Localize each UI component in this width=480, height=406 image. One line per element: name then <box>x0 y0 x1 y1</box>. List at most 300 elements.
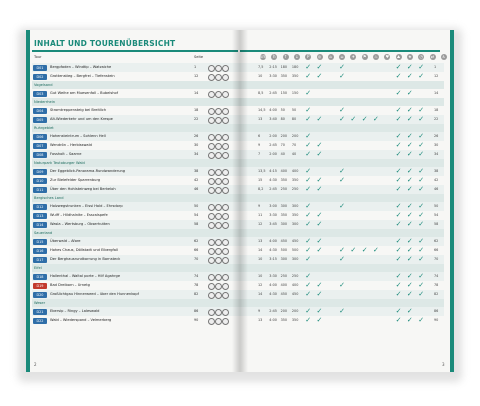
tour-number: D20 <box>33 292 47 298</box>
tour-page: 42 <box>194 178 199 182</box>
check-icon: ✓ <box>406 289 413 298</box>
check-icon: ✓ <box>339 62 345 71</box>
difficulty-icon <box>215 318 222 325</box>
difficulty-icon <box>222 117 229 124</box>
section-header: Weser <box>32 299 240 307</box>
stat-cell: 350 <box>280 178 288 182</box>
stat-cell: 13,5 <box>258 169 266 173</box>
header-icon-2: ↑ <box>283 54 288 59</box>
difficulty-icon <box>208 169 215 176</box>
stat-cell: 2:45 <box>269 187 277 191</box>
check-icon: ✓ <box>395 315 402 324</box>
check-icon: ✓ <box>316 149 323 158</box>
tour-page-right: 74 <box>434 274 439 278</box>
stat-cell: 250 <box>291 187 299 191</box>
tour-page: 34 <box>194 152 199 156</box>
stat-cell: 70 <box>280 143 285 147</box>
check-icon: ✓ <box>305 149 312 158</box>
tour-page-right: 66 <box>434 248 439 252</box>
tour-page: 22 <box>194 117 199 121</box>
tour-name: Überwald – Afore <box>50 239 81 243</box>
tour-number: D21 <box>33 309 47 315</box>
check-icon: ✓ <box>395 88 402 97</box>
tour-number: D01 <box>33 65 47 71</box>
difficulty-icon <box>215 283 222 290</box>
tour-page-right: 26 <box>434 134 439 138</box>
table-row-right <box>240 211 444 220</box>
stat-cell: 250 <box>280 274 288 278</box>
difficulty-icon <box>215 248 222 255</box>
section-header-right <box>240 159 444 167</box>
tour-page: 50 <box>194 204 199 208</box>
tour-number: D05 <box>33 117 47 123</box>
difficulty-icon <box>208 204 215 211</box>
check-icon: ✓ <box>395 71 402 80</box>
check-icon: ✓ <box>316 289 323 298</box>
tour-name: Der Berghausrundkorrung in Bornsteck <box>50 257 121 261</box>
difficulty-icon <box>208 65 215 72</box>
difficulty-icon <box>222 309 229 316</box>
stat-cell: 13 <box>258 117 263 121</box>
table-row-right <box>240 220 444 229</box>
tour-number: D02 <box>33 74 47 80</box>
check-icon: ✓ <box>316 184 323 193</box>
difficulty-icon <box>208 283 215 290</box>
check-icon: ✓ <box>316 62 323 71</box>
check-icon: ✓ <box>418 62 425 71</box>
check-icon: ✓ <box>305 236 312 245</box>
tour-page: 12 <box>194 74 199 78</box>
stat-cell: 350 <box>280 318 288 322</box>
stat-cell: 400 <box>291 169 299 173</box>
difficulty-icon <box>215 143 222 150</box>
tour-page: 90 <box>194 318 199 322</box>
tour-page-right: 30 <box>434 143 439 147</box>
table-row <box>32 272 240 281</box>
header-icon-6: ⌂ <box>329 54 333 59</box>
check-icon: ✓ <box>418 131 425 140</box>
check-icon: ✓ <box>305 184 312 193</box>
tour-number: D03 <box>33 91 47 97</box>
tour-name: Über den Hohlsteinweg bei Berkeloh <box>50 187 116 191</box>
check-icon: ✓ <box>418 105 425 114</box>
tour-page: 82 <box>194 292 199 296</box>
check-icon: ✓ <box>406 88 413 97</box>
tour-page-right: 50 <box>434 204 439 208</box>
stat-cell: 6 <box>258 134 261 138</box>
section-header-right <box>240 299 444 307</box>
check-icon: ✓ <box>395 245 402 254</box>
difficulty-icon <box>208 248 215 255</box>
stat-cell: 350 <box>291 74 299 78</box>
tour-number: D22 <box>33 318 47 324</box>
tour-number: D10 <box>33 178 47 184</box>
section-header-right <box>240 98 444 106</box>
table-row <box>32 220 240 229</box>
tour-name: Wendrön – Herbisswald <box>50 143 92 147</box>
check-icon: ✓ <box>395 289 402 298</box>
check-icon: ✓ <box>305 254 312 263</box>
header-icon-9: ⚑ <box>362 54 367 59</box>
check-icon: ✓ <box>395 114 402 123</box>
check-icon: ✓ <box>395 105 402 114</box>
book-gutter <box>232 30 248 372</box>
table-row <box>32 290 240 299</box>
stat-cell: 40 <box>280 152 285 156</box>
check-icon: ✓ <box>339 114 345 123</box>
check-icon: ✓ <box>395 201 402 210</box>
check-icon: ✓ <box>316 236 323 245</box>
check-icon: ✓ <box>395 306 402 315</box>
stat-cell: 4:30 <box>269 292 277 296</box>
right-edge-tab <box>450 30 454 372</box>
check-icon: ✓ <box>316 306 323 315</box>
difficulty-icon <box>222 283 229 290</box>
stat-cell: 300 <box>280 257 288 261</box>
table-row-right <box>240 307 444 316</box>
header-icon-10: ♨ <box>374 54 378 59</box>
table-row-right <box>240 106 444 115</box>
header-icon-7: ☕ <box>340 54 344 59</box>
check-icon: ✓ <box>406 306 413 315</box>
section-header: Niederrhein <box>32 98 240 106</box>
stat-cell: 9 <box>258 204 261 208</box>
stat-cell: 2:45 <box>269 91 277 95</box>
table-row-right <box>240 290 444 299</box>
tour-name: Zur Bielefelder Sparrenburg <box>50 178 101 182</box>
difficulty-icon <box>215 169 222 176</box>
tour-page: 58 <box>194 222 199 226</box>
check-icon: ✓ <box>305 62 312 71</box>
tour-name: Wasla – Wertsburg – Obserhutten <box>50 222 110 226</box>
check-icon: ✓ <box>406 62 413 71</box>
difficulty-icon <box>215 204 222 211</box>
tour-number: D11 <box>33 187 47 193</box>
table-row-right <box>240 237 444 246</box>
difficulty-icon <box>208 222 215 229</box>
check-icon: ✓ <box>305 114 312 123</box>
check-icon: ✓ <box>418 71 425 80</box>
table-row-right <box>240 72 444 81</box>
table-row-right <box>240 150 444 159</box>
check-icon: ✓ <box>406 201 413 210</box>
difficulty-icon <box>222 257 229 264</box>
difficulty-icon <box>215 134 222 141</box>
stat-cell: 50 <box>291 108 297 112</box>
col-header-tour: Tour <box>34 55 42 59</box>
difficulty-icon <box>215 187 222 194</box>
difficulty-icon <box>215 178 222 185</box>
stat-cell: 400 <box>280 283 288 287</box>
check-icon: ✓ <box>406 280 413 289</box>
table-row <box>32 150 240 159</box>
section-header: Vogelsand <box>32 81 240 89</box>
check-icon: ✓ <box>305 71 312 80</box>
table-row-right <box>240 89 444 98</box>
table-row-right <box>240 281 444 290</box>
difficulty-icon <box>222 248 229 255</box>
stat-cell: 70 <box>291 143 297 147</box>
table-row <box>32 89 240 98</box>
stat-cell: 400 <box>280 169 288 173</box>
table-row-right <box>240 246 444 255</box>
check-icon: ✓ <box>395 62 402 71</box>
stat-cell: 450 <box>280 239 288 243</box>
stat-cell: 2:00 <box>269 134 277 138</box>
stat-cell: 4:00 <box>269 108 277 112</box>
table-row <box>32 316 240 325</box>
table-row-right <box>240 141 444 150</box>
difficulty-icon <box>208 152 215 159</box>
difficulty-icon <box>222 213 229 220</box>
difficulty-icon <box>215 257 222 264</box>
tour-page-right: 86 <box>434 309 439 313</box>
check-icon: ✓ <box>316 280 323 289</box>
tour-page-right: 46 <box>434 187 439 191</box>
stat-cell: 350 <box>291 213 299 217</box>
check-icon: ✓ <box>418 140 425 149</box>
table-row-right <box>240 63 444 72</box>
tour-page-right: 82 <box>434 292 439 296</box>
tour-name: Bad Dreiborn – Urnetg <box>50 283 90 287</box>
tour-page: 26 <box>194 134 199 138</box>
check-icon: ✓ <box>406 131 413 140</box>
difficulty-icon <box>222 74 229 81</box>
check-icon: ✓ <box>406 71 413 80</box>
tour-page-right: 12 <box>434 74 439 78</box>
check-icon: ✓ <box>339 175 345 184</box>
difficulty-icon <box>215 91 222 98</box>
difficulty-icon <box>208 91 215 98</box>
table-row-right <box>240 115 444 124</box>
check-icon: ✓ <box>305 271 312 280</box>
stat-cell: 4:15 <box>269 169 277 173</box>
table-row <box>32 106 240 115</box>
tour-name: Hohes Chaus, Döllstadt und Eibergfall <box>50 248 119 252</box>
difficulty-icon <box>222 204 229 211</box>
check-icon: ✓ <box>406 236 413 245</box>
tour-name: Alt-Wiederkehr und um den Krespe <box>50 117 113 121</box>
tour-page: 30 <box>194 143 199 147</box>
check-icon: ✓ <box>395 271 402 280</box>
tour-page: 38 <box>194 169 199 173</box>
stat-cell: 300 <box>291 204 299 208</box>
header-icon-0: km <box>260 54 267 59</box>
check-icon: ✓ <box>305 289 312 298</box>
table-row <box>32 115 240 124</box>
check-icon: ✓ <box>395 219 402 228</box>
difficulty-icon <box>208 187 215 194</box>
col-header-page: Seite <box>194 55 204 59</box>
table-row-right <box>240 272 444 281</box>
check-icon: ✓ <box>361 245 368 254</box>
check-icon: ✓ <box>418 210 425 219</box>
section-header-right <box>240 81 444 89</box>
table-row-right <box>240 185 444 194</box>
table-row <box>32 202 240 211</box>
page-number-right: 3 <box>442 362 445 367</box>
difficulty-icon <box>208 213 215 220</box>
tour-name: Gut Weihe am Muesenfall – Bubelshof <box>50 91 118 95</box>
header-icon-14: ◷ <box>419 54 423 59</box>
section-header-right <box>240 194 444 202</box>
tour-number: D12 <box>33 204 47 210</box>
stat-cell: 9 <box>258 309 261 313</box>
difficulty-icon <box>215 65 222 72</box>
tour-page-right: 70 <box>434 257 439 261</box>
difficulty-icon <box>222 318 229 325</box>
check-icon: ✓ <box>316 315 323 324</box>
section-header-right <box>240 264 444 272</box>
title-rule-right <box>240 50 440 52</box>
difficulty-icon <box>222 91 229 98</box>
stat-cell: 4:00 <box>269 283 277 287</box>
stat-cell: 14 <box>258 248 263 252</box>
tour-page: 18 <box>194 108 199 112</box>
check-icon: ✓ <box>418 201 425 210</box>
check-icon: ✓ <box>305 131 312 140</box>
tour-name: Wulff – Hildhalnite – Esscalspefe <box>50 213 108 217</box>
check-icon: ✓ <box>339 166 345 175</box>
check-icon: ✓ <box>418 236 425 245</box>
check-icon: ✓ <box>350 114 357 123</box>
stat-cell: 450 <box>291 239 299 243</box>
check-icon: ✓ <box>373 114 379 123</box>
tour-page-right: 54 <box>434 213 439 217</box>
table-row <box>32 132 240 141</box>
check-icon: ✓ <box>305 245 312 254</box>
header-icon-5: ◎ <box>317 54 322 59</box>
stat-cell: 500 <box>291 248 299 252</box>
check-icon: ✓ <box>395 280 402 289</box>
stat-cell: 180 <box>280 65 288 69</box>
section-header-right <box>240 229 444 237</box>
tour-page-right: 58 <box>434 222 439 226</box>
stat-cell: 300 <box>280 222 288 226</box>
stat-cell: 3:40 <box>269 117 277 121</box>
stat-cell: 10 <box>258 274 263 278</box>
check-icon: ✓ <box>339 306 345 315</box>
stat-cell: 450 <box>291 292 299 296</box>
check-icon: ✓ <box>418 254 425 263</box>
table-row <box>32 72 240 81</box>
stat-cell: 2:00 <box>269 152 277 156</box>
stat-cell: 350 <box>291 318 299 322</box>
stat-cell: 180 <box>291 65 299 69</box>
check-icon: ✓ <box>418 245 425 254</box>
check-icon: ✓ <box>305 175 312 184</box>
check-icon: ✓ <box>305 140 312 149</box>
right-page <box>240 30 454 372</box>
stat-cell: 3:15 <box>269 257 277 261</box>
tour-page-right: 78 <box>434 283 439 287</box>
check-icon: ✓ <box>418 184 425 193</box>
left-page <box>26 30 240 372</box>
tour-page: 78 <box>194 283 199 287</box>
difficulty-icon <box>222 108 229 115</box>
difficulty-icon <box>215 292 222 299</box>
stat-cell: 350 <box>280 213 288 217</box>
difficulty-icon <box>215 274 222 281</box>
stat-cell: 4:30 <box>269 178 277 182</box>
tour-page-right: 38 <box>434 169 439 173</box>
check-icon: ✓ <box>406 114 413 123</box>
tour-name: Holzwegstrunken – Eissi Hold – Ehrsdorp <box>50 204 123 208</box>
table-row-right <box>240 202 444 211</box>
stat-cell: 200 <box>291 134 299 138</box>
stat-cell: 50 <box>280 108 285 112</box>
tour-number: D06 <box>33 134 47 140</box>
check-icon: ✓ <box>395 175 402 184</box>
difficulty-icon <box>208 143 215 150</box>
table-row <box>32 141 240 150</box>
tour-page: 14 <box>194 91 199 95</box>
check-icon: ✓ <box>406 271 413 280</box>
table-row <box>32 246 240 255</box>
check-icon: ✓ <box>406 140 413 149</box>
table-row <box>32 255 240 264</box>
stat-cell: 500 <box>280 248 288 252</box>
stat-cell: 4:00 <box>269 318 277 322</box>
tour-page-right: 14 <box>434 91 439 95</box>
tour-name: Fossholt – Saarne <box>50 152 82 156</box>
header-icon-3: ↓ <box>295 54 299 59</box>
page-title: INHALT UND TOURENÜBERSICHT <box>34 39 176 48</box>
stat-cell: 14 <box>258 292 263 296</box>
check-icon: ✓ <box>395 254 402 263</box>
tour-page: 70 <box>194 257 199 261</box>
check-icon: ✓ <box>339 245 345 254</box>
header-icon-16: ♿ <box>442 54 446 59</box>
tour-number: D09 <box>33 169 47 175</box>
stat-cell: 40 <box>291 152 297 156</box>
check-icon: ✓ <box>418 149 425 158</box>
stat-cell: 450 <box>280 292 288 296</box>
tour-page: 54 <box>194 213 199 217</box>
tour-page-right: 42 <box>434 178 439 182</box>
check-icon: ✓ <box>418 175 425 184</box>
tour-name: Stromtreppensteig bei Breitlich <box>50 108 107 112</box>
stat-cell: 12 <box>258 283 263 287</box>
check-icon: ✓ <box>406 184 413 193</box>
tour-page-right: 90 <box>434 318 439 322</box>
section-header: Naturpark Teutoburger Wald <box>32 159 240 167</box>
check-icon: ✓ <box>395 184 402 193</box>
difficulty-icon <box>208 239 215 246</box>
tour-name: Grottenstieg – Bergfrei – Tiefenstein <box>50 74 115 78</box>
difficulty-icon <box>208 318 215 325</box>
stat-cell: 2:45 <box>269 143 277 147</box>
difficulty-icon <box>208 292 215 299</box>
check-icon: ✓ <box>418 289 425 298</box>
check-icon: ✓ <box>395 140 402 149</box>
difficulty-icon <box>215 117 222 124</box>
difficulty-icon <box>222 169 229 176</box>
header-icon-1: h <box>273 54 276 59</box>
tour-name: Großlichtgau Hinnerweed – über den Hunnenkopf <box>50 292 139 296</box>
stat-cell: 3:30 <box>269 74 277 78</box>
stat-cell: 200 <box>280 309 288 313</box>
stat-cell: 4:00 <box>269 239 277 243</box>
check-icon: ✓ <box>339 201 345 210</box>
title-rule <box>32 50 238 52</box>
stat-cell: 15 <box>258 178 263 182</box>
difficulty-icon <box>215 213 222 220</box>
header-icon-15: ⇄ <box>430 54 435 59</box>
table-row-right <box>240 316 444 325</box>
difficulty-icon <box>222 222 229 229</box>
difficulty-icon <box>222 152 229 159</box>
